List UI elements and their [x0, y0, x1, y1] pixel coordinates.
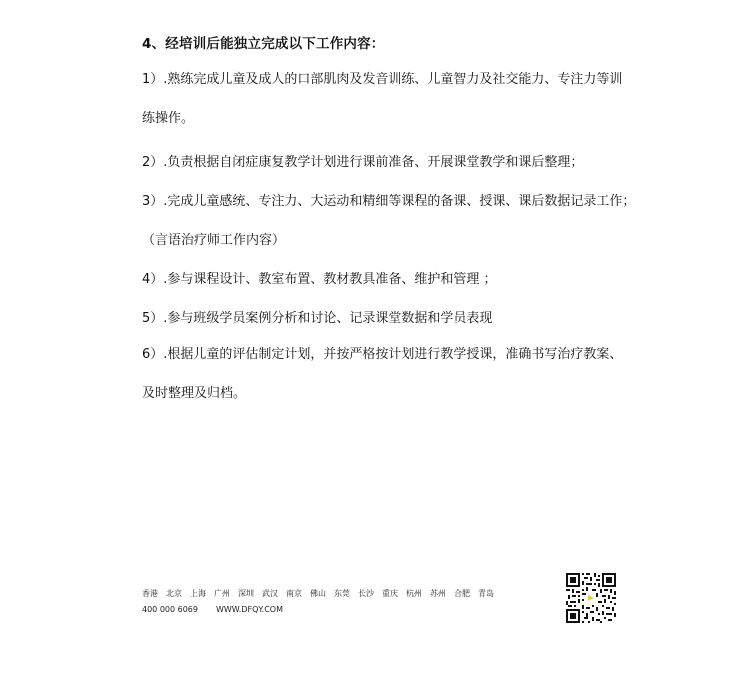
qr-code-icon [566, 573, 616, 623]
footer-city: 香港 [142, 589, 158, 598]
section-label: （言语治疗师工作内容） [142, 233, 286, 248]
footer-city: 长沙 [358, 589, 374, 598]
footer-city: 南京 [286, 589, 302, 598]
list-item-1: 1）.熟练完成儿童及成人的口部肌肉及发音训练、儿童智力及社交能力、专注力等训练操作。 [142, 72, 623, 126]
list-item-3: 3）.完成儿童感统、专注力、大运动和精细等课程的备课、授课、课后数据记录工作； [142, 194, 636, 209]
footer-city: 北京 [166, 589, 182, 598]
footer-city: 上海 [190, 589, 206, 598]
footer-website: WWW.DFQY.COM [215, 605, 283, 614]
footer-city: 杭州 [406, 589, 422, 598]
section-heading: 4、经培训后能独立完成以下工作内容： [142, 36, 385, 52]
footer-phone: 400 000 6069 [142, 605, 198, 614]
list-item-4: 4）.参与课程设计、教室布置、教材教具准备、维护和管理 ； [142, 272, 497, 287]
footer-city: 重庆 [382, 589, 398, 598]
footer-city: 合肥 [454, 589, 470, 598]
footer-contact [142, 605, 283, 614]
footer-city: 广州 [214, 589, 230, 598]
footer-city-list [142, 588, 502, 599]
footer-city: 深圳 [238, 589, 254, 598]
footer-city: 武汉 [262, 589, 278, 598]
list-item-5: 5）.参与班级学员案例分析和讨论、记录课堂数据和学员表现 [142, 311, 493, 326]
footer-city: 佛山 [310, 589, 326, 598]
list-item-2: 2）.负责根据自闭症康复教学计划进行课前准备、开展课堂教学和课后整理； [142, 155, 584, 170]
footer-city: 苏州 [430, 589, 446, 598]
footer-city: 东莞 [334, 589, 350, 598]
footer-city: 青岛 [478, 589, 494, 598]
list-item-6: 6）.根据儿童的评估制定计划，并按严格按计划进行教学授课，准确书写治疗教案、及时整理及归档。 [142, 347, 623, 401]
